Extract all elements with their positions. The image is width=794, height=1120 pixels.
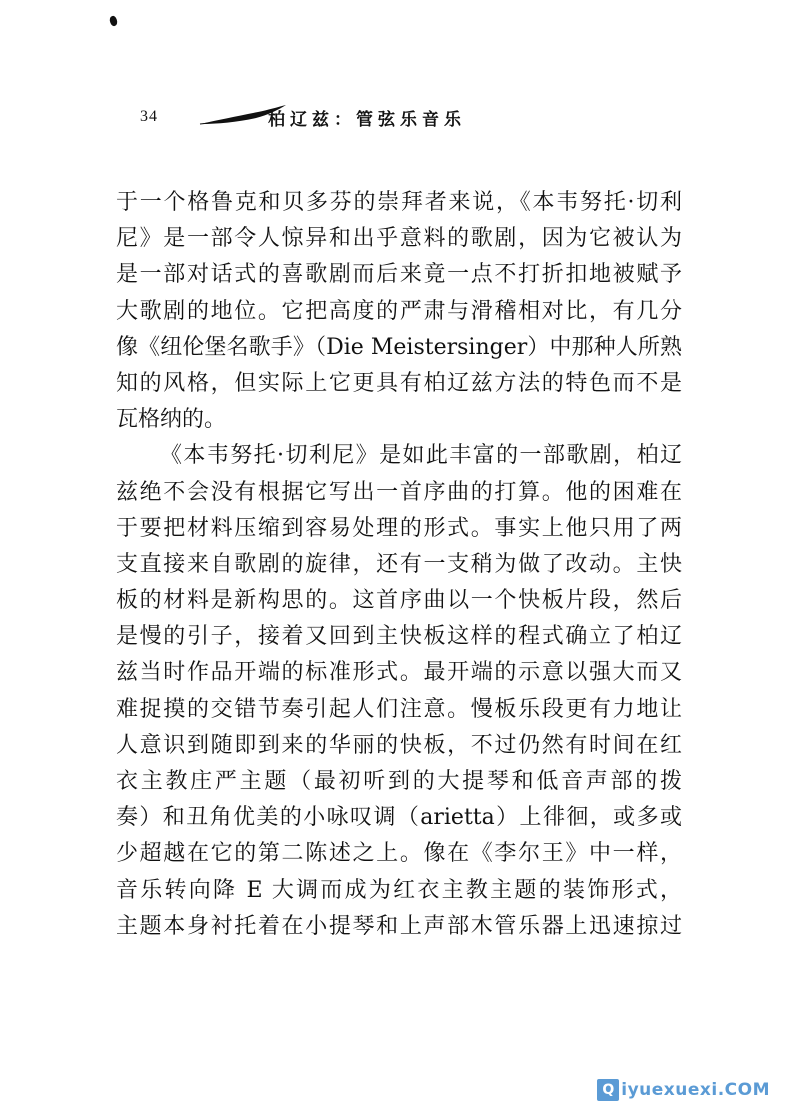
running-title: 柏辽兹：管弦乐音乐 <box>268 110 466 130</box>
text-line: 是一部对话式的喜歌剧而后来竟一点不打折扣地被赋予 <box>116 262 682 288</box>
text-line: 板的材料是新构思的。这首序曲以一个快板片段，然后 <box>116 588 682 614</box>
text-line: 像《纽伦堡名歌手》（Die Meistersinger）中那种人所熟 <box>116 334 682 360</box>
body-text <box>116 185 682 945</box>
text-line: 知的风格，但实际上它更具有柏辽兹方法的特色而不是 <box>116 370 682 396</box>
paragraph-container <box>116 185 682 945</box>
text-line: 支直接来自歌剧的旋律，还有一支稍为做了改动。主快 <box>116 551 682 577</box>
text-line: 《本韦努托·切利尼》是如此丰富的一部歌剧，柏辽 <box>160 443 682 469</box>
text-line: 难捉摸的交错节奏引起人们注意。慢板乐段更有力地让 <box>116 696 682 722</box>
watermark-text: iyuexuexi.COM <box>621 1080 770 1100</box>
text-line: 瓦格纳的。 <box>116 407 227 433</box>
text-line: 衣主教庄严主题（最初听到的大提琴和低音声部的拨 <box>116 769 682 794</box>
text-line: 于要把材料压缩到容易处理的形式。事实上他只用了两 <box>116 515 682 541</box>
text-line: 兹绝不会没有根据它写出一首序曲的打算。他的困难在 <box>116 479 682 505</box>
page-header <box>140 100 660 132</box>
watermark-logo-tile: Q <box>597 1079 619 1101</box>
corner-ink-mark <box>109 15 119 27</box>
page-number: 34 <box>140 108 158 125</box>
text-line: 少超越在它的第二陈述之上。像在《李尔王》中一样， <box>116 841 682 867</box>
text-line: 尼》是一部令人惊异和出乎意料的歌剧，因为它被认为 <box>116 226 682 252</box>
text-line: 音乐转向降 E 大调而成为红衣主教主题的装饰形式， <box>116 877 682 903</box>
text-line: 大歌剧的地位。它把高度的严肃与滑稽相对比，有几分 <box>116 298 682 324</box>
text-line: 主题本身衬托着在小提琴和上声部木管乐器上迅速掠过 <box>116 913 682 939</box>
site-watermark <box>597 1076 770 1104</box>
text-line: 人意识到随即到来的华丽的快板，不过仍然有时间在红 <box>116 732 682 758</box>
text-line: 兹当时作品开端的标准形式。最开端的示意以强大而又 <box>116 660 682 686</box>
text-line: 是慢的引子，接着又回到主快板这样的程式确立了柏辽 <box>116 624 682 650</box>
text-line: 于一个格鲁克和贝多芬的崇拜者来说，《本韦努托·切利 <box>116 190 682 215</box>
text-line: 奏）和丑角优美的小咏叹调（arietta）上徘徊，或多或 <box>116 805 682 831</box>
